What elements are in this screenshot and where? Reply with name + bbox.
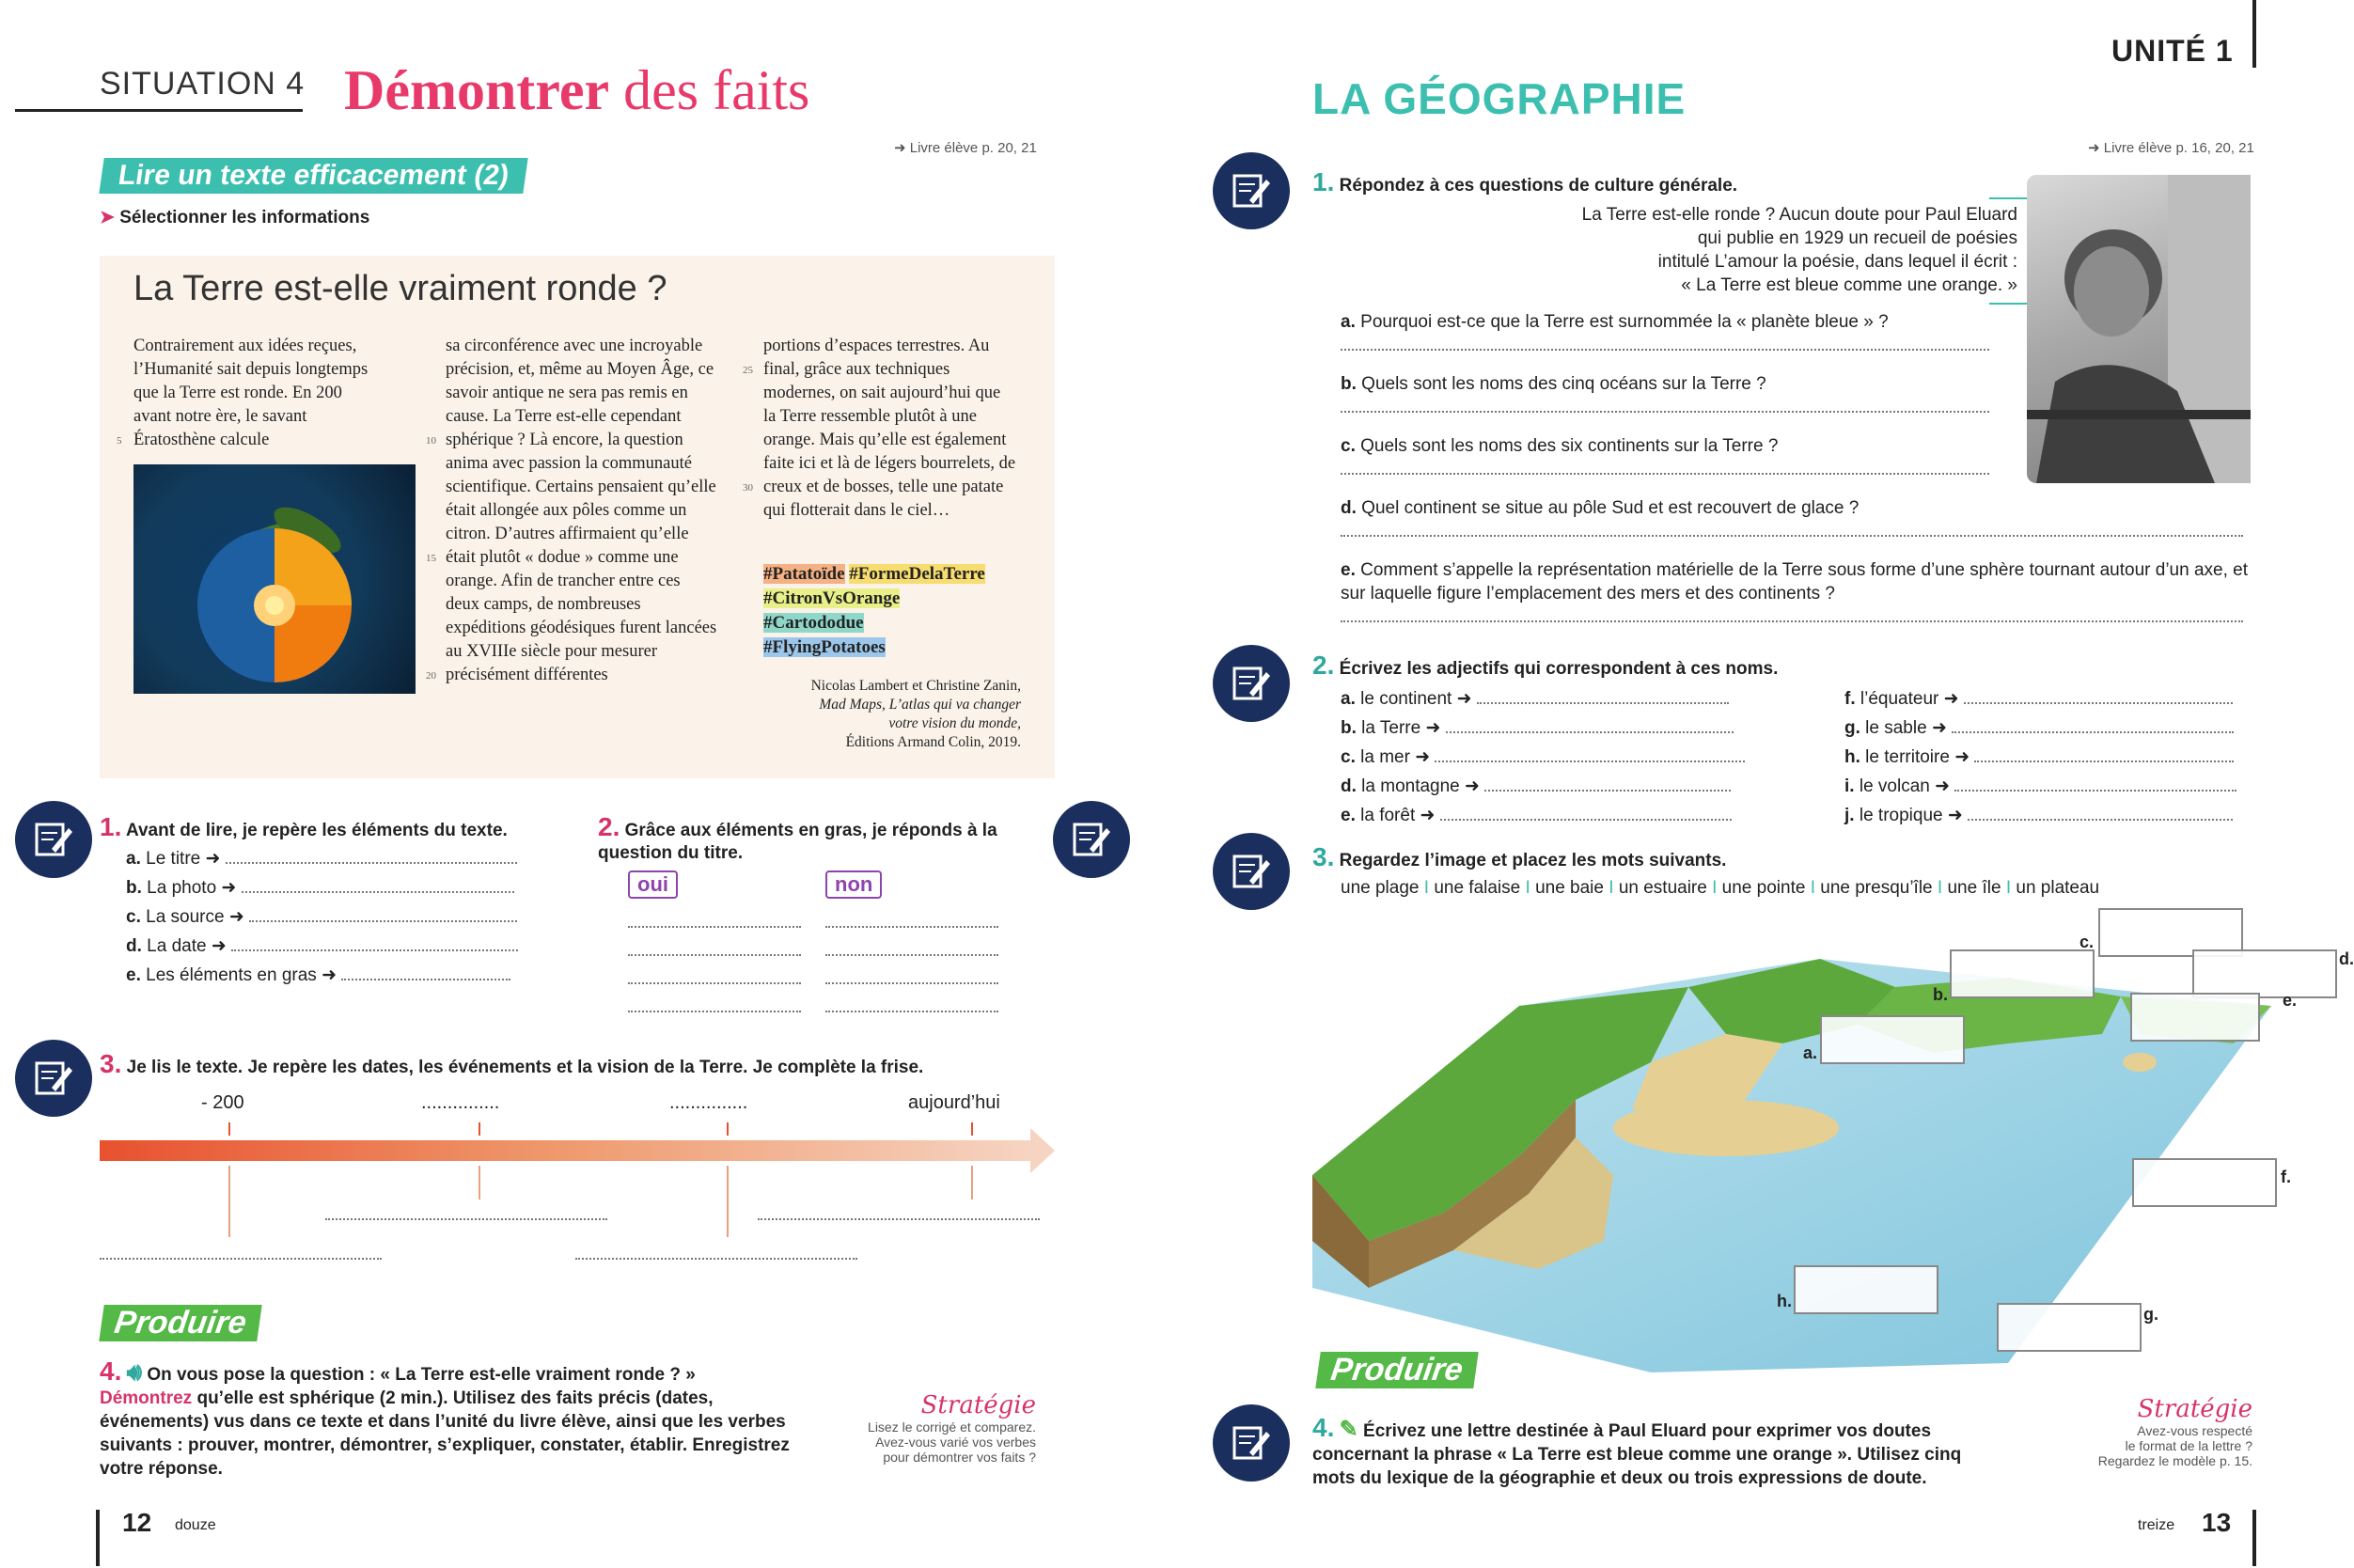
strategie-line: pour démontrer vos faits ? (883, 1450, 1036, 1465)
article-title: La Terre est-elle vraiment ronde ? (133, 269, 667, 308)
item-letter: g. (1844, 718, 1860, 738)
q1-items (1341, 310, 2252, 637)
q4-text: Écrivez une lettre destinée à Paul Eluard pour exprimer vos doutes concernant la phrase « La Terre est bleue comme une orange ». Utilisez cinq mots du lexique de la géographie et deux ou trois expressions de doute. (1312, 1421, 1962, 1488)
q3-words (1341, 878, 2099, 899)
answer-line[interactable] (1484, 790, 1731, 792)
timeline-blank-1[interactable]: ............... (421, 1092, 500, 1113)
strategie-line: Avez-vous respecté (2137, 1423, 2252, 1438)
label-box-e[interactable] (2130, 993, 2260, 1042)
q4-line2: qu’elle est sphérique (2 min.). Utilisez des faits précis (dates, événements) vus dans ce texte et dans l’unité du livre élève, ainsi que les verbes suivants : prouver, montrer, démontrer, s’expliquer, constater, établir. Enregistrez votre réponse. (100, 1388, 790, 1479)
intro-line: La Terre est-elle ronde ? Aucun doute pour Paul Eluard (1581, 205, 2017, 225)
word: une presqu’île (1820, 878, 1933, 898)
item-text: La date ➜ (147, 936, 227, 956)
book-ref: ➜ Livre élève p. 20, 21 (894, 140, 1037, 156)
item-text: la montagne ➜ (1361, 776, 1480, 796)
exercise-icon (15, 1040, 92, 1117)
exercise-icon (1213, 152, 1290, 229)
book-ref: ➜ Livre élève p. 16, 20, 21 (2088, 140, 2254, 156)
answer-line[interactable] (1446, 731, 1734, 733)
answer-line[interactable] (628, 954, 801, 956)
item-text: la mer ➜ (1360, 747, 1431, 767)
exercise-icon (15, 801, 92, 878)
q2-num: 2. (1312, 651, 1335, 680)
article-col2: sa circonférence avec une incroyable précision, et, même au Moyen Âge, ce savoir antique ne sera pas remis en cause. La Terre est-elle cependant sphérique ? Là encore, la question anima avec passion la communauté scientifique. Certains pensaient qu’elle était allongée aux pôles comme un citron. D’autres affirmaient qu’elle était plutôt « dodue » comme une orange. Afin de trancher entre ces deux camps, de nombreuses expéditions géodésiques furent lancées au XVIIIe siècle pour mesurer précisément différentes (446, 337, 717, 684)
produire-banner: Produire (99, 1305, 261, 1341)
label-box-h[interactable] (1794, 1265, 1938, 1314)
q2-title (1312, 651, 1779, 681)
answer-line[interactable] (1968, 819, 2233, 821)
speaker-icon: 🔊︎ (126, 1357, 143, 1386)
situation-label: SITUATION 4 (100, 66, 306, 102)
item-letter: f. (1844, 689, 1856, 709)
answer-line[interactable] (1954, 790, 2236, 792)
exercise-icon (1053, 801, 1130, 878)
q1-title-text: Répondez à ces questions de culture générale. (1339, 176, 1738, 196)
item-text: la Terre ➜ (1361, 718, 1441, 738)
diagram-label-d: d. (2339, 949, 2354, 968)
item-letter: d. (1341, 498, 1357, 518)
item-letter: i. (1844, 776, 1855, 796)
word: une île (1947, 878, 2001, 898)
item-text: La source ➜ (146, 907, 244, 927)
word: une pointe (1721, 878, 1806, 898)
situation-title-bold: Démontrer (344, 59, 610, 121)
unit-label: UNITÉ 1 (2111, 34, 2234, 68)
line-number: 10 (426, 435, 436, 447)
q4-num: 4. (100, 1356, 122, 1386)
strategie-title: Stratégie (2137, 1395, 2252, 1423)
produire-banner: Produire (1315, 1352, 1478, 1388)
source-line: votre vision du monde, (888, 715, 1021, 731)
answer-line[interactable] (242, 891, 514, 893)
item-letter: e. (1341, 560, 1356, 580)
item-text: le tropique ➜ (1859, 806, 1963, 825)
hashtag: #Cartododue (763, 613, 864, 633)
q2-title (598, 812, 1049, 865)
line-number: 20 (426, 670, 436, 682)
hashtag: #FormeDelaTerre (849, 564, 985, 584)
timeline-answer-line[interactable] (100, 1258, 382, 1260)
answer-line[interactable] (1964, 702, 2233, 704)
q4-block (100, 1356, 824, 1481)
q2-title-text: Grâce aux éléments en gras, je réponds à la question du titre. (598, 821, 997, 863)
item-text: Quel continent se situe au pôle Sud et est recouvert de glace ? (1361, 498, 1860, 518)
hashtag: #FlyingPotatoes (763, 637, 886, 657)
pink-arrow-icon: ➤ (100, 208, 115, 227)
label-box-d[interactable] (2192, 949, 2337, 998)
answer-line[interactable] (825, 926, 998, 928)
q1-num: 1. (1312, 167, 1335, 196)
answer-line[interactable] (1477, 702, 1729, 704)
word-sep: I (1810, 878, 1815, 898)
item-text: Le titre ➜ (146, 849, 221, 869)
q4-line1: On vous pose la question : « La Terre est-elle vraiment ronde ? » (147, 1365, 696, 1385)
orange-earth-icon (133, 464, 416, 694)
word-sep: I (1937, 878, 1943, 898)
item-text: Comment s’appelle la représentation matérielle de la Terre sous forme d’une sphère tournant autour d’un axe, et sur laquelle figure l’emplacement des mers et des continents ? (1341, 560, 2248, 604)
strategie-line: le format de la lettre ? (2125, 1438, 2252, 1453)
timeline-answer-line[interactable] (758, 1218, 1040, 1220)
q1-title-text: Avant de lire, je repère les éléments du texte. (125, 821, 508, 840)
item-text: l’équateur ➜ (1860, 689, 1959, 709)
line-number: 15 (426, 553, 436, 564)
answer-line[interactable] (628, 1011, 801, 1012)
exercise-icon (1213, 1404, 1290, 1482)
answer-line[interactable] (1341, 535, 2243, 537)
item-text: Quels sont les noms des six continents sur la Terre ? (1360, 436, 1779, 456)
line-number: 5 (117, 435, 122, 447)
timeline-answer-line[interactable] (575, 1258, 857, 1260)
line-number: 25 (743, 365, 753, 376)
item-letter: j. (1844, 806, 1855, 825)
oui-box[interactable]: oui (628, 870, 678, 899)
page-number: 12 (122, 1508, 152, 1537)
answer-line[interactable] (341, 979, 510, 980)
q2-right-col (1844, 688, 2236, 834)
situation-underline (15, 109, 303, 112)
answer-line[interactable] (1341, 473, 1989, 475)
page-footer-bar (2252, 1510, 2256, 1566)
item-letter: b. (126, 878, 142, 898)
strategie-line: Avez-vous varié vos verbes (875, 1435, 1036, 1450)
q4-highlight: Démontrez (100, 1388, 193, 1408)
q1-items (126, 848, 518, 994)
strategie-line: Regardez le modèle p. 15. (2097, 1453, 2252, 1468)
line-number: 30 (743, 482, 753, 494)
item-text: Pourquoi est-ce que la Terre est surnommée la « planète bleue » ? (1360, 312, 1889, 332)
answer-line[interactable] (1952, 731, 2234, 733)
item-text: la forêt ➜ (1360, 806, 1436, 825)
word: une falaise (1434, 878, 1521, 898)
item-letter: b. (1341, 718, 1357, 738)
answer-line[interactable] (1440, 819, 1732, 821)
word-sep: I (1609, 878, 1614, 898)
right-page (1181, 0, 2354, 1568)
q2-left-col (1341, 688, 1745, 834)
timeline-start-label: - 200 (201, 1092, 244, 1113)
item-letter: a. (126, 849, 141, 869)
page-number: 13 (2202, 1508, 2232, 1537)
item-letter: c. (1341, 436, 1356, 456)
word-sep: I (1525, 878, 1530, 898)
answer-line[interactable] (1341, 411, 1989, 413)
word: une baie (1535, 878, 1604, 898)
q1-num: 1. (100, 812, 122, 841)
item-text: le continent ➜ (1360, 689, 1472, 709)
page-footer-bar (96, 1510, 100, 1566)
q4-block (1312, 1413, 2008, 1490)
strategie-title: Stratégie (920, 1391, 1036, 1419)
source-line: Nicolas Lambert et Christine Zanin, (810, 678, 1021, 694)
section-banner: Lire un texte efficacement (2) (99, 158, 527, 194)
item-letter: b. (1341, 374, 1357, 394)
section-sub-text: Sélectionner les informations (119, 208, 370, 227)
article-box (100, 256, 1055, 778)
q4-num: 4. (1312, 1413, 1335, 1442)
q2-num: 2. (598, 812, 620, 841)
answer-line[interactable] (825, 982, 998, 984)
diagram-label-c: c. (2079, 933, 2095, 951)
answer-line[interactable] (1341, 620, 2243, 622)
section-sub (100, 207, 369, 228)
item-text: Les éléments en gras ➜ (146, 965, 337, 985)
answer-line[interactable] (825, 1011, 998, 1012)
diagram-label-b: b. (1933, 985, 1948, 1004)
unit-bar (2252, 0, 2256, 68)
non-box[interactable]: non (825, 870, 882, 899)
source-line: Mad Maps, L’atlas qui va changer (819, 697, 1021, 713)
strategie-box (2046, 1395, 2252, 1468)
diagram-label-e: e. (2283, 991, 2298, 1010)
item-letter: a. (1341, 312, 1356, 332)
q3-title (1312, 842, 1727, 872)
word: un estuaire (1618, 878, 1707, 898)
item-letter: c. (126, 907, 141, 927)
intro-line: qui publie en 1929 un recueil de poésies (1697, 228, 2017, 248)
pencil-icon: ✎ (1339, 1417, 1358, 1442)
word: une plage (1341, 878, 1420, 898)
diagram-label-h: h. (1777, 1292, 1792, 1310)
article-col3: portions d’espaces terrestres. Au final, grâce aux techniques modernes, on sait aujourd’hui que la Terre ressemble plutôt à une orange. Mais qu’elle est également faite ici et là de légers bourrelets, de creux et de bosses, telle une patate qui flotterait dans le ciel… (763, 337, 1016, 520)
answer-line[interactable] (1435, 760, 1745, 762)
page-word: douze (175, 1517, 216, 1533)
strategie-line: Lisez le corrigé et comparez. (868, 1419, 1036, 1435)
q3-title-text: Je lis le texte. Je repère les dates, les événements et la vision de la Terre. Je complète la frise. (126, 1058, 924, 1077)
article-source (730, 677, 1021, 752)
item-letter: d. (1341, 776, 1357, 796)
q3-title (100, 1049, 924, 1079)
item-letter: h. (1844, 747, 1860, 767)
item-text: le territoire ➜ (1865, 747, 1970, 767)
diagram-label-g: g. (2143, 1305, 2158, 1324)
situation-title (344, 58, 809, 123)
intro-line: « La Terre est bleue comme une orange. » (1681, 275, 2017, 295)
q1-title (100, 812, 508, 842)
answer-line[interactable] (628, 926, 801, 928)
answer-line[interactable] (226, 862, 517, 864)
timeline-end-label: aujourd’hui (908, 1092, 1000, 1113)
q1-title (1312, 167, 1738, 197)
diagram-label-f: f. (2281, 1168, 2291, 1186)
word-sep: I (1423, 878, 1430, 898)
item-letter: c. (1341, 747, 1356, 767)
item-letter: d. (126, 936, 142, 956)
label-box-f[interactable] (2132, 1158, 2277, 1207)
hashtag: #CitronVsOrange (763, 588, 901, 608)
answer-line[interactable] (249, 920, 517, 922)
q1-intro (1472, 203, 2017, 297)
article-col1: Contrairement aux idées reçues, l’Humanité sait depuis longtemps que la Terre est ronde. En 200 avant notre ère, le savant Ératosthène calcule (133, 337, 369, 449)
word: un plateau (2016, 878, 2100, 898)
timeline-blank-2[interactable]: ............... (669, 1092, 748, 1113)
item-text: Quels sont les noms des cinq océans sur la Terre ? (1361, 374, 1766, 394)
answer-line[interactable] (1974, 760, 2234, 762)
item-text: le sable ➜ (1865, 718, 1947, 738)
answer-line[interactable] (1341, 349, 1989, 351)
strategie-box (833, 1391, 1036, 1465)
item-text: le volcan ➜ (1859, 776, 1951, 796)
word-sep: I (1712, 878, 1718, 898)
orange-image (133, 464, 416, 694)
answer-line[interactable] (231, 949, 518, 951)
left-page (15, 0, 1181, 1568)
item-letter: a. (1341, 689, 1356, 709)
label-box-g[interactable] (1997, 1303, 2142, 1352)
label-box-a[interactable] (1820, 1015, 1965, 1064)
page-title: LA GÉOGRAPHIE (1312, 74, 1687, 123)
answer-line[interactable] (825, 954, 998, 956)
situation-title-rest: des faits (609, 59, 810, 121)
diagram-label-a: a. (1803, 1043, 1818, 1062)
source-line: Éditions Armand Colin, 2019. (845, 734, 1021, 750)
intro-line: intitulé L’amour la poésie, dans lequel il écrit : (1657, 252, 2017, 272)
page-word: treize (2138, 1517, 2175, 1533)
label-box-b[interactable] (1950, 949, 2095, 998)
exercise-icon (1213, 833, 1290, 910)
exercise-icon (1213, 645, 1290, 722)
hashtag: #Patatoïde (763, 564, 845, 584)
word-sep: I (2005, 878, 2012, 898)
q2-title-text: Écrivez les adjectifs qui correspondent à ces noms. (1339, 659, 1779, 679)
q3-num: 3. (100, 1049, 122, 1078)
answer-line[interactable] (628, 982, 801, 984)
q3-title-text: Regardez l’image et placez les mots suivants. (1339, 851, 1727, 870)
timeline-answer-line[interactable] (325, 1218, 607, 1220)
item-letter: e. (126, 965, 141, 985)
q2-lines (628, 916, 998, 1028)
q3-num: 3. (1312, 842, 1335, 871)
hashtags (763, 562, 1045, 660)
item-letter: e. (1341, 806, 1356, 825)
item-text: La photo ➜ (147, 878, 237, 898)
